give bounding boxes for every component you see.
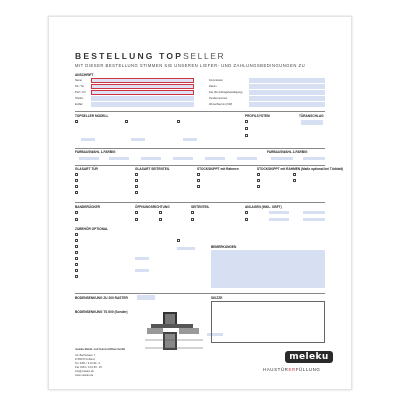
opening-checkbox-2[interactable] (159, 211, 162, 214)
section-profile: PROFILSYSTEM (245, 114, 270, 118)
color-field-2[interactable] (109, 157, 129, 160)
dim-checkbox-3[interactable] (197, 185, 200, 188)
section-dimensions: STOCKSKIPPT mit Rahmen (197, 167, 239, 171)
system-checkbox-2[interactable] (245, 218, 248, 221)
form-title: BESTELLUNG TOPSELLER (75, 51, 226, 61)
date-field[interactable] (249, 84, 325, 89)
extras-checkbox-9[interactable] (177, 239, 180, 242)
section-size-top: BODENSENKUNG ZU 200 RASTER (75, 296, 128, 300)
dim-checkbox-1[interactable] (197, 173, 200, 176)
extras-checkbox-2[interactable] (75, 239, 78, 242)
section-color-2: FARBAUSWAHL 2-FARBIG (267, 150, 308, 154)
divider (75, 165, 325, 166)
remarks-field[interactable] (211, 250, 325, 288)
form-subtitle: MIT DIESER BESTELLUNG STIMMEN SIE UNSEREN LIEFER- UND ZAHLUNGSBEDINGUNGEN ZU (75, 63, 306, 68)
extras-field-2[interactable] (135, 269, 149, 272)
field-label-fax: Fax (für Auftragsbestätigung) (209, 91, 243, 94)
profile-checkbox-2[interactable] (245, 127, 248, 130)
section-sketch: SKIZZE (211, 296, 223, 300)
dim2-checkbox-4[interactable] (293, 173, 296, 176)
opening-checkbox-1[interactable] (135, 211, 138, 214)
field-label-city: PLZ / Ort (75, 91, 86, 94)
address-line: Am Bachwasen 7 (75, 354, 96, 357)
color2-field-1[interactable] (271, 157, 293, 160)
glass-side-checkbox-2[interactable] (135, 179, 138, 182)
extras-checkbox-5[interactable] (75, 257, 78, 260)
section-address: ANSCHRIFT (75, 73, 94, 77)
section-opening: ÖFFNUNGSRICHTUNG (135, 205, 170, 209)
deadline-field[interactable] (249, 102, 325, 107)
divider (75, 293, 325, 294)
section-door-stop: TÜRANSCHLAG (299, 114, 324, 118)
glass-door-checkbox-3[interactable] (75, 185, 78, 188)
extras-checkbox-6[interactable] (75, 263, 78, 266)
address-line: Fax 0261 / 9 10 80 - 25 (75, 366, 102, 369)
side-checkbox-1[interactable] (191, 211, 194, 214)
model-number-field-1[interactable] (81, 138, 95, 141)
system-field-1[interactable] (269, 211, 289, 214)
section-system: ANLAGEN (INKL. OBFT) (245, 205, 282, 209)
company-address (75, 348, 125, 378)
city-field[interactable] (91, 90, 194, 95)
extras-checkbox-4[interactable] (75, 251, 78, 254)
color-field-1[interactable] (79, 157, 99, 160)
glass-door-checkbox-2[interactable] (75, 179, 78, 182)
divider (75, 148, 325, 149)
field-label-name: Name (75, 79, 82, 82)
model-checkbox-1[interactable] (75, 120, 78, 123)
divider (75, 202, 325, 203)
dim2-checkbox-2[interactable] (257, 179, 260, 182)
field-label-deadline: Wunschtermin (KW) (209, 103, 233, 106)
extras-checkbox-1[interactable] (75, 233, 78, 236)
address-line: www.meleku.de (75, 374, 94, 377)
color-field-4[interactable] (173, 157, 193, 160)
threshold-checkbox-2[interactable] (75, 218, 78, 221)
model-checkbox-2[interactable] (125, 120, 128, 123)
opening-checkbox-3[interactable] (135, 218, 138, 221)
address-line: D-56070 Koblenz (75, 358, 96, 361)
dim-checkbox-2[interactable] (197, 179, 200, 182)
section-glass-side: GLASART SEITENTEIL (135, 167, 170, 171)
threshold-checkbox-1[interactable] (75, 211, 78, 214)
opening-checkbox-4[interactable] (159, 218, 162, 221)
model-number-field-2[interactable] (131, 138, 145, 141)
commission-field[interactable] (249, 78, 325, 83)
extras-checkbox-7[interactable] (75, 269, 78, 272)
customer-number-field[interactable] (249, 96, 325, 101)
extras-field-1[interactable] (135, 257, 149, 260)
system-field-3[interactable] (269, 218, 289, 221)
door-stop-field[interactable] (301, 120, 323, 125)
company-logo: meleku (285, 351, 333, 363)
section-color-1: FARBAUSWAHL 1-FARBIG (75, 150, 116, 154)
glass-side-checkbox-4[interactable] (135, 191, 138, 194)
phone-field[interactable] (91, 96, 194, 101)
address-line: info@meleku.de (75, 370, 94, 373)
section-remarks: BEMERKUNGEN (211, 245, 237, 249)
section-extras: ZUBEHÖR OPTIONAL (75, 227, 109, 231)
glass-door-checkbox-1[interactable] (75, 173, 78, 176)
glass-side-checkbox-1[interactable] (135, 173, 138, 176)
glass-side-checkbox-3[interactable] (135, 185, 138, 188)
system-field-4[interactable] (303, 218, 325, 221)
address-line: Tel. 0261 / 9 10 80 - 0 (75, 362, 101, 365)
field-label-date: Datum (209, 85, 217, 88)
glass-door-checkbox-4[interactable] (75, 191, 78, 194)
side-checkbox-2[interactable] (191, 218, 194, 221)
order-form-sheet (48, 16, 352, 390)
section-dimensions-2: STOCKSKIPPT mit RAHMEN (Maße optional bei Türblatt) (257, 167, 343, 171)
field-label-customer-no: Kundennummer (209, 97, 228, 100)
street-field[interactable] (91, 84, 194, 89)
section-size-bottom: BODENSENKUNG TS 600 (Sonder) (75, 310, 128, 314)
name-field[interactable] (91, 78, 194, 83)
extras-checkbox-8[interactable] (75, 275, 78, 278)
model-checkbox-3[interactable] (177, 120, 180, 123)
divider (75, 111, 325, 112)
email-field[interactable] (91, 102, 194, 107)
door-profile-drawing (145, 310, 203, 354)
field-label-commission: Kommission (209, 79, 224, 82)
extras-checkbox-3[interactable] (75, 245, 78, 248)
system-checkbox-1[interactable] (245, 211, 248, 214)
model-number-field-3[interactable] (183, 138, 197, 141)
section-side-part: SEITENTEIL (191, 205, 210, 209)
fax-field[interactable] (249, 90, 325, 95)
section-glass-door: GLASART TÜR (75, 167, 98, 171)
field-label-phone: Telefon (75, 97, 84, 100)
dim2-checkbox-1[interactable] (257, 173, 260, 176)
field-label-street: Str. / Nr. (75, 85, 85, 88)
profile-checkbox-3[interactable] (245, 134, 248, 137)
field-label-email: E-Mail (75, 103, 83, 106)
color-field-3[interactable] (141, 157, 161, 160)
color2-field-2[interactable] (303, 157, 325, 160)
section-threshold: BANDERÜCKER (75, 205, 100, 209)
company-name: meleku Metall- und Kunststoffbau GmbH (75, 348, 126, 351)
dim2-checkbox-5[interactable] (293, 179, 296, 182)
extras-field-3[interactable] (177, 247, 195, 250)
size-top-field[interactable] (137, 295, 155, 300)
sketch-box[interactable] (211, 301, 325, 343)
dim2-checkbox-3[interactable] (257, 185, 260, 188)
slogan: HAUSTÜRERFÜLLUNG (263, 367, 321, 372)
profile-checkbox-1[interactable] (245, 120, 248, 123)
color-field-5[interactable] (205, 157, 225, 160)
color-field-6[interactable] (237, 157, 257, 160)
section-model: TOPSELLER MODELL (75, 114, 109, 118)
system-field-2[interactable] (303, 211, 325, 214)
